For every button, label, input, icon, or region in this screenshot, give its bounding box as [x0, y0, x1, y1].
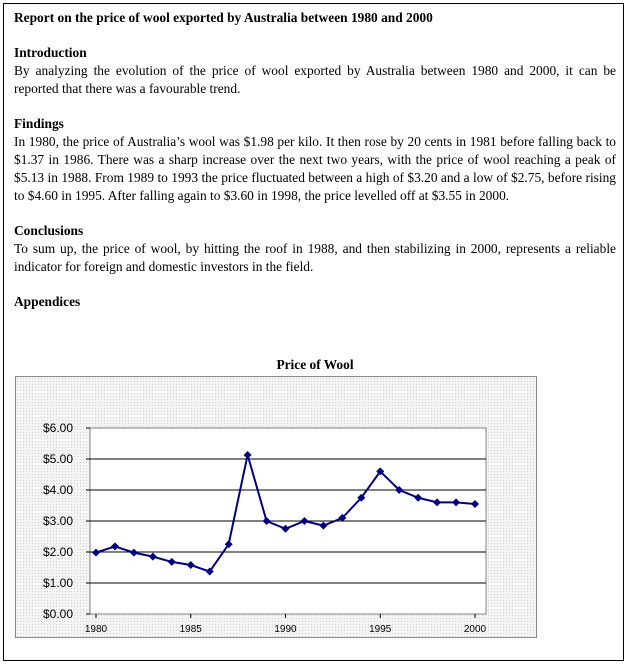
x-tick-label: 1985 — [179, 624, 202, 635]
x-tick-label: 1995 — [369, 624, 392, 635]
conclusions-heading: Conclusions — [14, 223, 84, 238]
x-axis-labels — [85, 624, 487, 635]
report-title: Report on the price of wool exported by Australia between 1980 and 2000 — [14, 10, 433, 25]
chart-area — [15, 376, 537, 638]
x-tick-label: 1980 — [84, 624, 108, 635]
y-tick-label: $4.00 — [42, 483, 73, 497]
appendices-heading: Appendices — [14, 294, 81, 309]
introduction-heading: Introduction — [14, 45, 87, 60]
y-tick-label: $2.00 — [42, 545, 73, 559]
x-tick-label: 2000 — [463, 624, 487, 635]
introduction-text: By analyzing the evolution of the price of wool exported by Australia between 1980 and 2000, it can be reported that there was a favourable trend. — [14, 63, 616, 96]
chart-title: Price of Wool — [276, 357, 354, 372]
price-of-wool-chart — [16, 377, 536, 637]
report-body — [14, 9, 616, 311]
conclusions-text: To sum up, the price of wool, by hitting the roof in 1988, and then stabilizing in 2000, represents a reliable indicator for foreign and domestic investors in the field. — [14, 241, 616, 274]
x-tick-label: 1990 — [274, 624, 297, 635]
y-axis-labels — [43, 421, 73, 621]
y-tick-label: $6.00 — [42, 421, 73, 435]
findings-text: In 1980, the price of Australia’s wool was $1.98 per kilo. It then rose by 20 cents in 1981 before falling back to $1.37 in 1986. There was a sharp increase over the next two years, with the price of wool reaching a peak of $5.13 in 1988. From 1989 to 1993 the price fluctuated between a high of $3.20 and a low of $2.75, before rising to $4.60 in 1995. After falling again to $3.60 in 1998, the price levelled off at $3.55 in 2000. — [14, 134, 616, 203]
y-tick-label: $5.00 — [42, 452, 73, 466]
y-tick-label: $1.00 — [42, 576, 73, 590]
findings-heading: Findings — [14, 116, 64, 131]
y-tick-label: $0.00 — [42, 607, 73, 621]
y-tick-label: $3.00 — [42, 514, 73, 528]
